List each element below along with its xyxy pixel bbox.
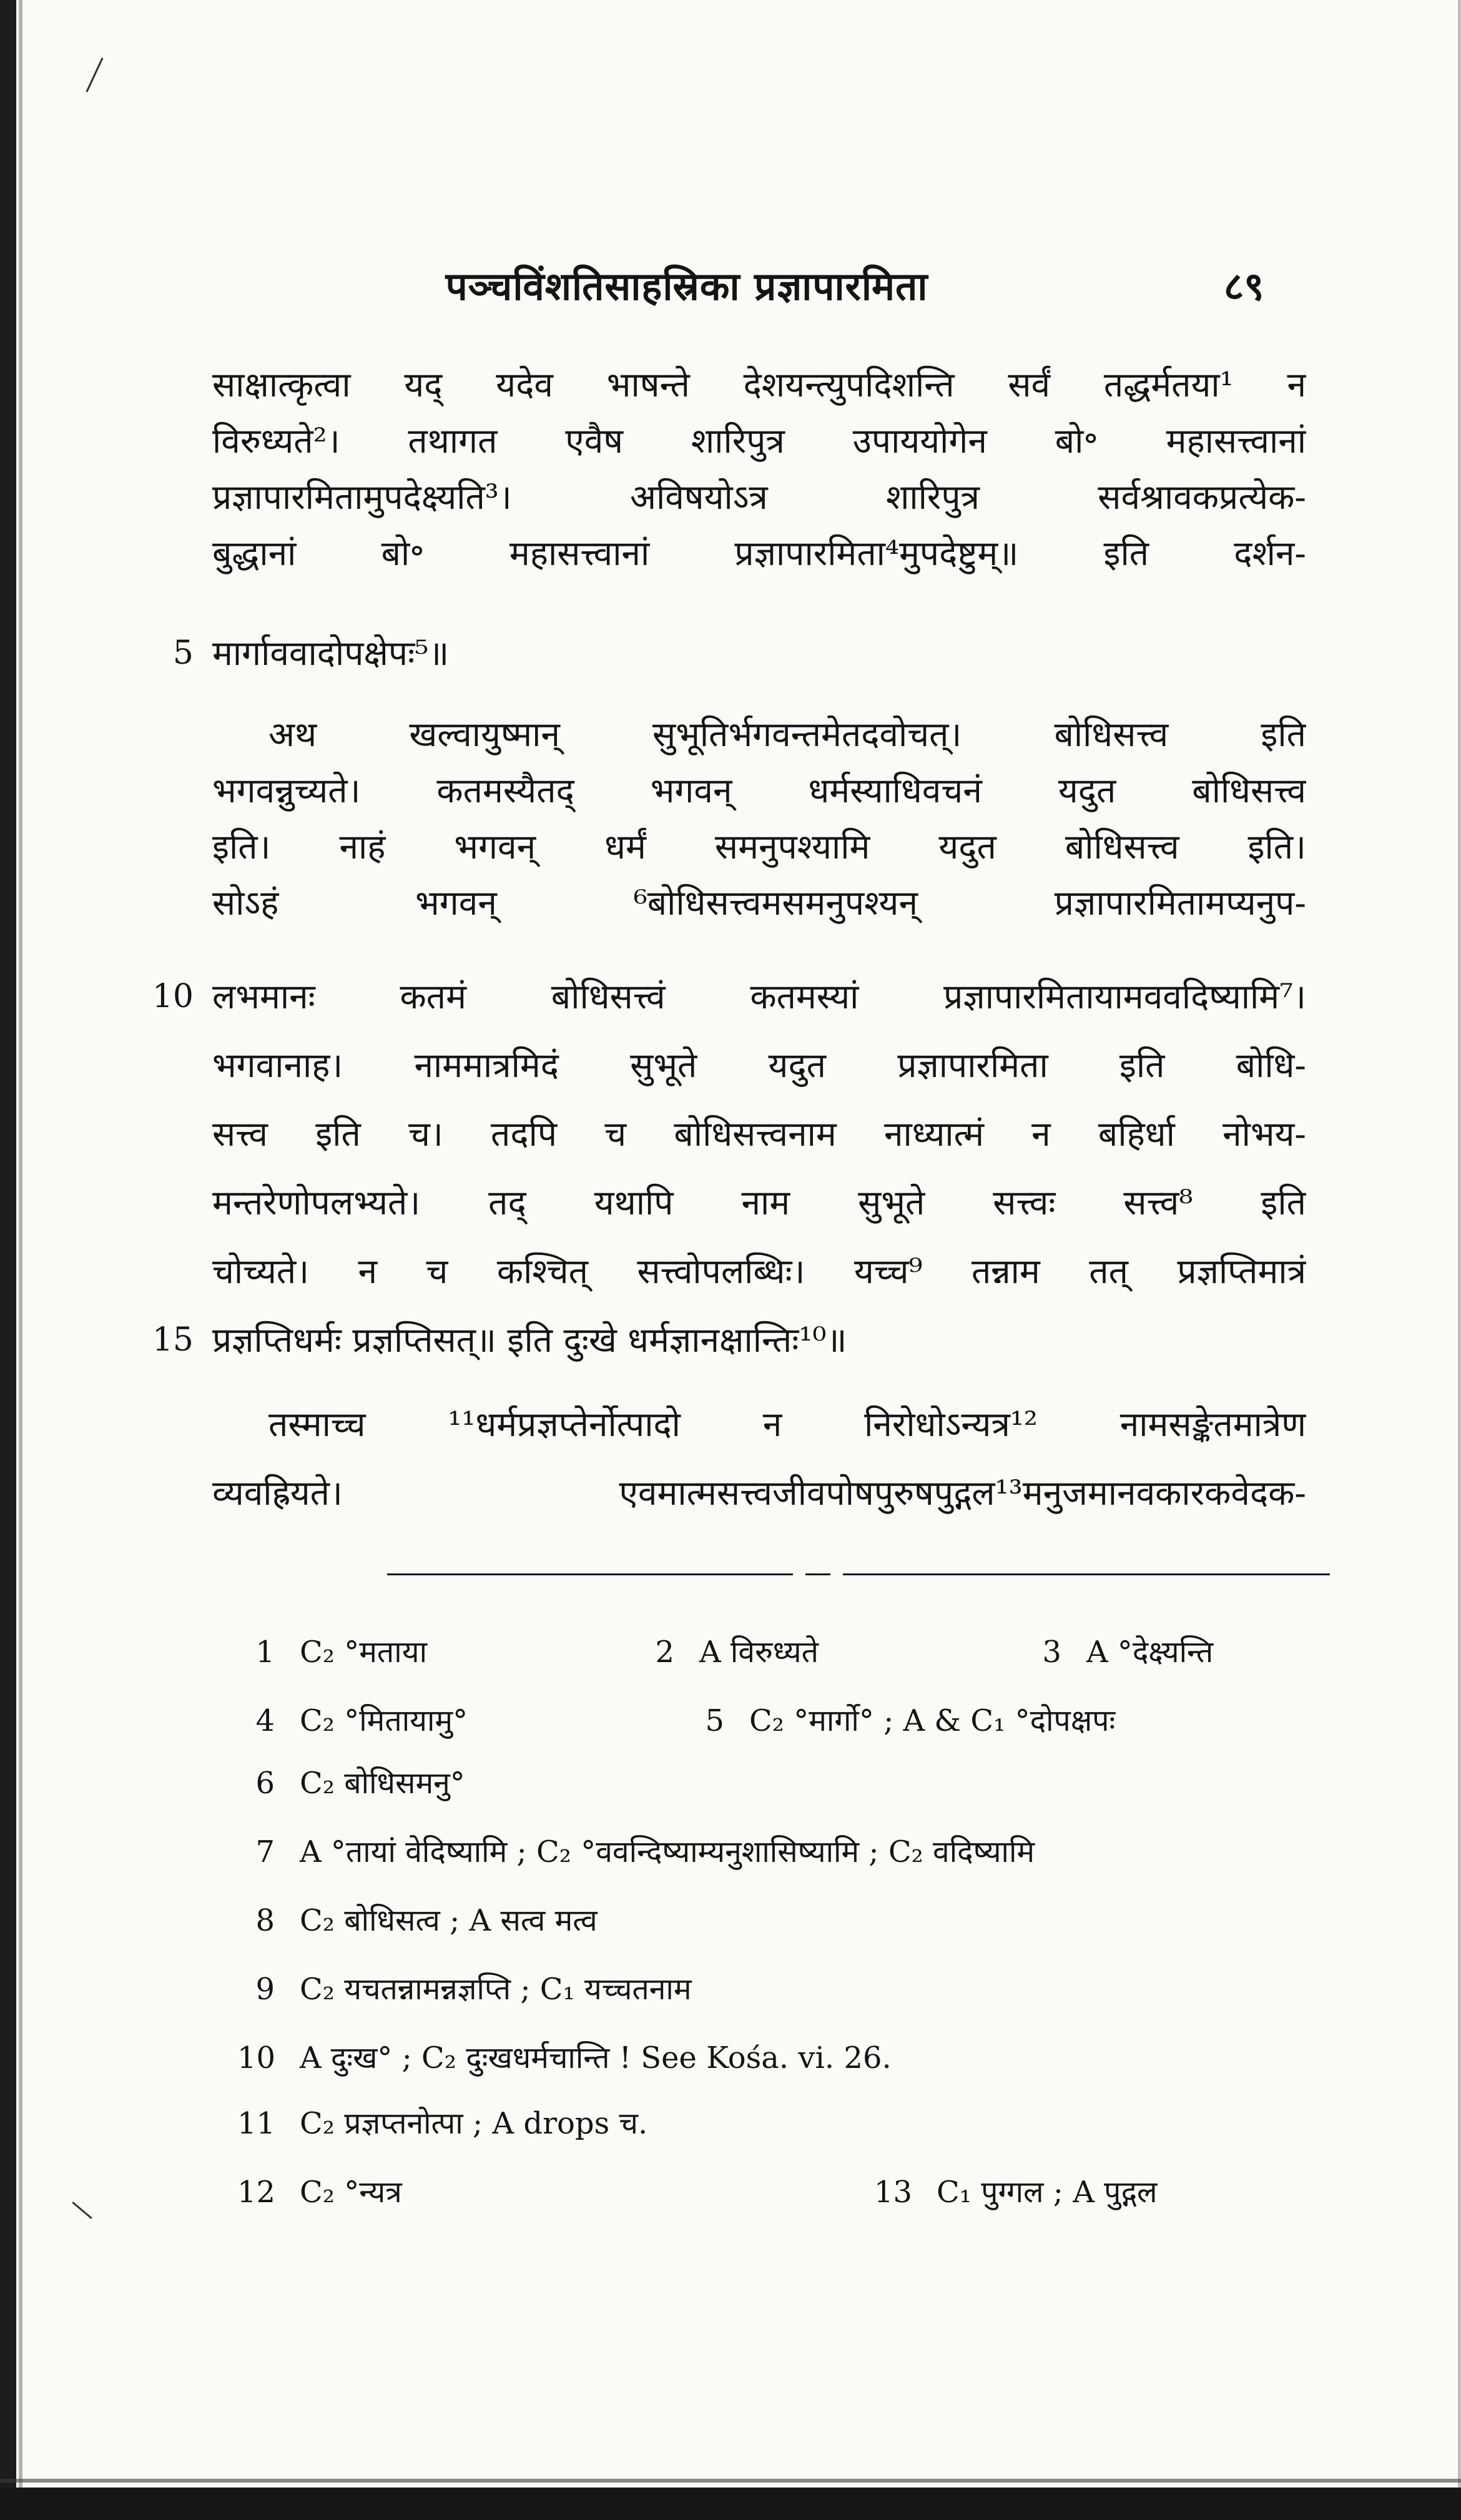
footnote-number: 7 bbox=[255, 1834, 275, 1869]
text-line: भगवानाह। नाममात्रमिदं सुभूते यदुत प्रज्ञापारमिता इति बोधि- bbox=[212, 1045, 1306, 1085]
footnote bbox=[687, 1698, 1361, 1743]
text-line: सत्त्व इति च। तदपि च बोधिसत्त्वनाम नाध्यात्मं न बहिर्धा नोभय- bbox=[212, 1114, 1306, 1154]
footnote bbox=[237, 1898, 1361, 1943]
footnote-rule bbox=[805, 1573, 830, 1575]
footnote-text: C₂ यचतन्नामन्नज्ञप्ति ; C₁ यच्चतनाम bbox=[300, 1972, 692, 2007]
scan-mark bbox=[86, 57, 103, 92]
line-number: 15 bbox=[152, 1321, 194, 1359]
footnote bbox=[637, 1630, 1011, 1675]
footnote-number: 4 bbox=[255, 1703, 275, 1738]
footnote bbox=[237, 2170, 737, 2215]
footnote bbox=[1024, 1630, 1361, 1675]
footnote-text: C₂ °मताया bbox=[300, 1635, 427, 1670]
footnote bbox=[237, 1829, 1361, 1874]
footnote-number: 9 bbox=[255, 1972, 275, 2007]
footnote-text: A °तायां वेदिष्यामि ; C₂ °ववन्दिष्याम्यनुशासिष्यामि ; C₂ वदिष्यामि bbox=[300, 1834, 1035, 1869]
text-line: भगवन्नुच्यते। कतमस्यैतद् भगवन् धर्मस्याधिवचनं यदुत बोधिसत्त्व bbox=[212, 770, 1306, 810]
text-line: बुद्धानां बो॰ महासत्त्वानां प्रज्ञापारमिता⁴मुपदेष्टुम्॥ इति दर्शन- bbox=[212, 533, 1306, 573]
text-line: मन्तरेणोपलभ्यते। तद् यथापि नाम सुभूते सत्त्वः सत्त्व⁸ इति bbox=[212, 1183, 1306, 1223]
text-line: मार्गाववादोपक्षेपः⁵॥ bbox=[212, 633, 450, 673]
running-header: पञ्चविंशतिसाहस्रिका प्रज्ञापारमिता bbox=[445, 263, 928, 309]
text-line: व्यवह्रियते। एवमात्मसत्त्वजीवपोषपुरुषपुद्गल¹³मनुजमानवकारकवेदक- bbox=[212, 1473, 1306, 1513]
footnote-text: C₂ बोधिसत्व ; A सत्व मत्व bbox=[300, 1903, 598, 1938]
scan-bottom-edge bbox=[0, 2488, 1461, 2520]
footnote-number: 10 bbox=[237, 2040, 276, 2075]
footnote bbox=[237, 1761, 1361, 1806]
footnote-text: C₂ °मार्गो° ; A & C₁ °दोपक्षपः bbox=[749, 1703, 1116, 1738]
footnote-text: A विरुध्यते bbox=[699, 1635, 819, 1670]
footnote bbox=[237, 1630, 624, 1675]
scan-mark bbox=[72, 2202, 92, 2219]
text-line: लभमानः कतमं बोधिसत्त्वं कतमस्यां प्रज्ञापारमितायामववदिष्यामि⁷। bbox=[212, 977, 1306, 1016]
footnote-text: C₂ °मितायामु° bbox=[300, 1703, 468, 1738]
paragraph-start-line: तस्माच्च ¹¹धर्मप्रज्ञप्तेर्नोत्पादो न निरोधोऽन्यत्र¹² नामसङ्केतमात्रेण bbox=[268, 1404, 1306, 1444]
text-line: साक्षात्कृत्वा यद् यदेव भाषन्ते देशयन्त्युपदिशन्ति सर्वं तद्धर्मतया¹ न bbox=[212, 365, 1306, 405]
footnote-text: C₂ प्रज्ञप्तनोत्पा ; A drops च. bbox=[300, 2106, 648, 2141]
footnote bbox=[237, 1967, 1361, 2012]
text-line: प्रज्ञापारमितामुपदेक्ष्यति³। अविषयोऽत्र शारिपुत्र सर्वश्रावकप्रत्येक- bbox=[212, 477, 1306, 517]
footnote-number: 6 bbox=[255, 1766, 275, 1801]
footnote-text: C₂ बोधिसमनु° bbox=[300, 1766, 465, 1801]
scan-right-edge bbox=[1458, 0, 1461, 2520]
text-line: विरुध्यते²। तथागत एवैष शारिपुत्र उपाययोगेन बो॰ महासत्त्वानां bbox=[212, 421, 1306, 461]
text-line: चोच्यते। न च कश्चित् सत्त्वोपलब्धिः। यच्च⁹ तन्नाम तत् प्रज्ञप्तिमात्रं bbox=[212, 1251, 1306, 1291]
footnote-number: 12 bbox=[237, 2175, 276, 2210]
footnote bbox=[237, 2035, 1361, 2080]
footnote-number: 8 bbox=[255, 1903, 275, 1938]
scan-left-shadow bbox=[19, 0, 22, 2520]
scan-bottom-shadow bbox=[0, 2479, 1461, 2483]
footnote-rule bbox=[387, 1573, 793, 1575]
footnote-number: 11 bbox=[237, 2106, 276, 2141]
footnote-text: A दुःख° ; C₂ दुःखधर्मचान्ति ! See Kośa. vi. 26. bbox=[300, 2040, 892, 2075]
footnote bbox=[874, 2170, 1361, 2215]
paragraph-start-line: अथ खल्वायुष्मान् सुभूतिर्भगवन्तमेतदवोचत्। बोधिसत्त्व इति bbox=[268, 714, 1306, 754]
footnote-number: 5 bbox=[705, 1703, 724, 1738]
footnote-number: 1 bbox=[255, 1635, 275, 1670]
footnote-rule bbox=[843, 1573, 1330, 1575]
text-line: प्रज्ञप्तिधर्मः प्रज्ञप्तिसत्॥ इति दुःखे धर्मज्ञानक्षान्तिः¹⁰॥ bbox=[212, 1320, 847, 1360]
footnote-text: C₁ पुग्गल ; A पुद्गल bbox=[937, 2175, 1158, 2210]
footnote bbox=[237, 2101, 1361, 2146]
footnote-number: 2 bbox=[655, 1635, 674, 1670]
footnote-number: 3 bbox=[1042, 1635, 1061, 1670]
page-number: ८९ bbox=[1224, 263, 1264, 309]
text-line: इति। नाहं भगवन् धर्मं समनुपश्यामि यदुत बोधिसत्त्व इति। bbox=[212, 827, 1306, 867]
footnote-number: 13 bbox=[874, 2175, 913, 2210]
scan-left-edge bbox=[0, 0, 16, 2520]
footnote-text: C₂ °न्यत्र bbox=[300, 2175, 402, 2210]
footnote bbox=[237, 1698, 712, 1743]
footnote-text: A °देक्ष्यन्ति bbox=[1086, 1635, 1214, 1670]
line-number: 5 bbox=[172, 634, 194, 672]
text-line: सोऽहं भगवन् ⁶बोधिसत्त्वमसमनुपश्यन् प्रज्ञापारमितामप्यनुप- bbox=[212, 883, 1306, 923]
line-number: 10 bbox=[152, 978, 194, 1015]
